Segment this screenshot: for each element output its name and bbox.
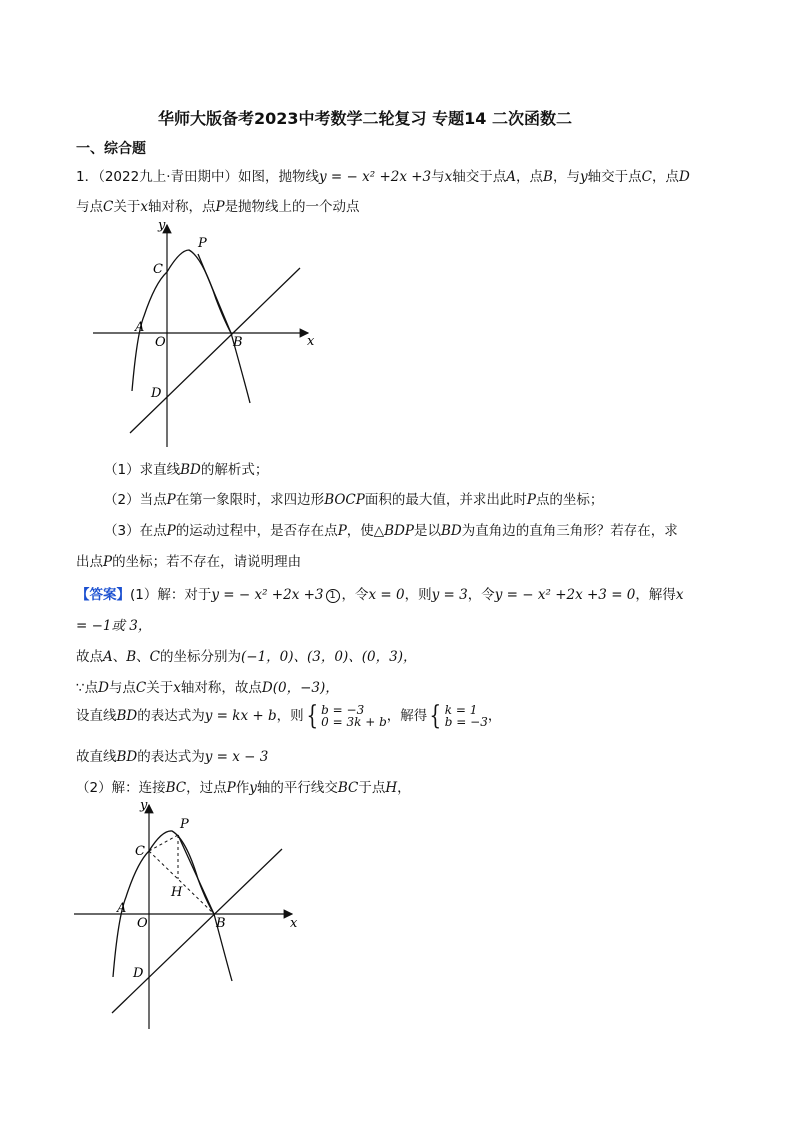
answer-text: 轴对称，故点 bbox=[180, 680, 262, 696]
math-var: C bbox=[103, 199, 114, 215]
question-text: 是抛物线上的一个动点 bbox=[224, 199, 360, 215]
question-text: ，点 bbox=[516, 169, 544, 185]
label-x: x bbox=[307, 334, 315, 349]
question-text: 如图，抛物线 bbox=[238, 169, 319, 185]
label-p: P bbox=[198, 236, 207, 251]
question-source: （2022九上·青田期中） bbox=[98, 169, 238, 185]
answer-text: ，则 bbox=[404, 587, 432, 603]
answer-line-7 bbox=[76, 776, 411, 796]
equation-system-2: { k = 1 b = −3 bbox=[429, 701, 488, 731]
answer-line-6 bbox=[76, 745, 268, 765]
math-expr: (−1，0)、(3，0)、(0，3)， bbox=[241, 649, 417, 665]
answer-line-1 bbox=[76, 583, 684, 603]
label-o: O bbox=[137, 916, 148, 931]
math-var: C bbox=[641, 169, 652, 185]
math-var: BD bbox=[180, 462, 201, 478]
system-row: 0 = 3k + b bbox=[321, 715, 387, 729]
question-text: 轴交于点 bbox=[452, 169, 507, 185]
part-text: 为直角边的直角三角形？若存在，求 bbox=[461, 523, 678, 539]
answer-line-4 bbox=[76, 676, 339, 696]
math-expr: x = 0 bbox=[368, 587, 405, 603]
label-d: D bbox=[133, 966, 144, 981]
answer-line-2 bbox=[76, 614, 151, 634]
answer-text: 故直线 bbox=[76, 749, 117, 765]
math-expr: x bbox=[675, 587, 684, 603]
parabola-curve bbox=[132, 250, 250, 403]
math-expr: y = − x² +2x +3 bbox=[211, 587, 324, 603]
label-y: y bbox=[158, 218, 166, 233]
system-row: k = 1 bbox=[444, 703, 478, 717]
answer-text: ， bbox=[397, 780, 411, 796]
math-var: B bbox=[543, 169, 553, 185]
math-var: P bbox=[166, 523, 176, 539]
math-var: x bbox=[444, 169, 453, 185]
math-expr: y = x − 3 bbox=[204, 749, 269, 765]
question-text: 关于 bbox=[113, 199, 141, 215]
answer-text: ∵点 bbox=[76, 680, 99, 696]
segment-cp-dashed bbox=[149, 835, 178, 851]
answer-text: ，解得 bbox=[386, 708, 428, 724]
math-var: C bbox=[149, 649, 161, 665]
segment-bc-dashed bbox=[149, 851, 214, 914]
math-expr: y = 3 bbox=[431, 587, 468, 603]
math-var: P bbox=[526, 492, 536, 508]
answer-text: 于点 bbox=[358, 780, 386, 796]
math-var: H bbox=[385, 780, 398, 796]
part-3-line-1 bbox=[104, 519, 678, 539]
answer-text: 、 bbox=[112, 649, 127, 665]
math-var: BC bbox=[337, 780, 359, 796]
section-title: 一、综合题 bbox=[76, 141, 146, 157]
math-var: P bbox=[103, 554, 113, 570]
label-a: A bbox=[117, 901, 127, 916]
math-var: D bbox=[98, 680, 109, 696]
question-text: 轴交于点 bbox=[587, 169, 642, 185]
label-b: B bbox=[216, 916, 226, 931]
math-var: y bbox=[249, 780, 257, 796]
line-bd bbox=[130, 268, 300, 433]
answer-line-5 bbox=[76, 701, 502, 731]
part-text: 的运动过程中，是否存在点 bbox=[175, 523, 338, 539]
math-var: y bbox=[579, 169, 588, 185]
part-text: 出点 bbox=[76, 554, 103, 570]
figure-2-parabola-graph bbox=[70, 797, 310, 1033]
answer-text: （2）解：连接 bbox=[76, 780, 166, 796]
math-var: BDP bbox=[384, 523, 414, 539]
math-var: P bbox=[166, 492, 176, 508]
circled-number: 1 bbox=[326, 589, 340, 603]
math-var: A bbox=[506, 169, 517, 185]
page-title: 华师大版备考2023中考数学二轮复习 专题14 二次函数二 bbox=[158, 109, 572, 128]
math-expr: y = kx + b bbox=[204, 708, 277, 724]
answer-text: ，则 bbox=[276, 708, 304, 724]
question-text: 与 bbox=[431, 169, 445, 185]
question-text: 与点 bbox=[76, 199, 103, 215]
answer-label: 【答案】 bbox=[76, 587, 130, 603]
answer-text: 的表达式为 bbox=[137, 708, 205, 724]
equation-system-1: { b = −3 0 = 3k + b bbox=[306, 701, 387, 731]
math-var: BOCP bbox=[324, 492, 365, 508]
math-var: BD bbox=[441, 523, 462, 539]
math-expr: y = − x² +2x +3 = 0 bbox=[494, 587, 636, 603]
math-var: x bbox=[140, 199, 148, 215]
label-y: y bbox=[140, 798, 148, 813]
segment-pb bbox=[178, 835, 214, 914]
part-text: 点的坐标； bbox=[535, 492, 604, 508]
part-text: ，使△ bbox=[346, 523, 385, 539]
math-var: A bbox=[103, 649, 113, 665]
math-var: BD bbox=[116, 749, 138, 765]
label-c: C bbox=[135, 844, 145, 859]
part-text: （1）求直线 bbox=[104, 462, 181, 478]
answer-text: ，令 bbox=[341, 587, 369, 603]
part-text: 的坐标；若不存在，请说明理由 bbox=[112, 554, 302, 570]
system-row: b = −3 bbox=[321, 703, 365, 717]
part-text: 的解析式； bbox=[200, 462, 269, 478]
label-d: D bbox=[151, 386, 162, 401]
math-var: BD bbox=[116, 708, 138, 724]
math-var: P bbox=[337, 523, 347, 539]
question-text: ，与 bbox=[552, 169, 580, 185]
answer-text: 设直线 bbox=[76, 708, 117, 724]
math-var: B bbox=[126, 649, 137, 665]
answer-text: 关于 bbox=[146, 680, 174, 696]
math-var: P bbox=[226, 780, 236, 796]
answer-text: 故点 bbox=[76, 649, 103, 665]
question-number: 1． bbox=[76, 169, 99, 185]
parabola-curve bbox=[113, 831, 232, 981]
part-1 bbox=[104, 458, 268, 478]
part-text: 在第一象限时，求四边形 bbox=[175, 492, 325, 508]
parabola-equation: y = − x² +2x +3 bbox=[319, 169, 432, 185]
label-h: H bbox=[171, 885, 183, 900]
answer-text: 的坐标分别为 bbox=[160, 649, 242, 665]
part-text: （2）当点 bbox=[104, 492, 167, 508]
math-var: C bbox=[135, 680, 147, 696]
answer-text: ，解得 bbox=[635, 587, 676, 603]
label-c: C bbox=[153, 262, 163, 277]
system-row: b = −3 bbox=[444, 715, 488, 729]
answer-text: 与点 bbox=[108, 680, 136, 696]
part-text: （3）在点 bbox=[104, 523, 167, 539]
question-line-1 bbox=[76, 165, 690, 185]
label-o: O bbox=[155, 335, 166, 350]
question-text: ，点 bbox=[651, 169, 679, 185]
math-var: P bbox=[215, 199, 225, 215]
answer-text: 的表达式为 bbox=[137, 749, 205, 765]
answer-text: ， bbox=[487, 708, 502, 724]
answer-text: 轴的平行线交 bbox=[256, 780, 338, 796]
math-expr: D(0，−3)， bbox=[261, 680, 339, 696]
math-var: x bbox=[173, 680, 181, 696]
label-x: x bbox=[290, 916, 298, 931]
label-p: P bbox=[180, 817, 189, 832]
figure-1-parabola-graph bbox=[90, 215, 330, 450]
segment-pb bbox=[198, 254, 231, 333]
question-text: 轴对称，点 bbox=[147, 199, 216, 215]
math-var: D bbox=[678, 169, 690, 185]
answer-text: ，令 bbox=[467, 587, 495, 603]
answer-text: ，过点 bbox=[186, 780, 227, 796]
answer-text: (1）解：对于 bbox=[130, 587, 212, 603]
question-line-2 bbox=[76, 195, 360, 215]
math-expr: = −1或 3， bbox=[76, 618, 152, 634]
part-text: 面积的最大值，并求出此时 bbox=[364, 492, 527, 508]
part-2 bbox=[104, 488, 603, 508]
answer-text: 作 bbox=[235, 780, 250, 796]
label-b: B bbox=[233, 335, 243, 350]
label-a: A bbox=[135, 320, 145, 335]
answer-line-3 bbox=[76, 645, 416, 665]
part-3-line-2 bbox=[76, 550, 301, 570]
part-text: 是以 bbox=[414, 523, 441, 539]
answer-text: 、 bbox=[136, 649, 150, 665]
math-var: BC bbox=[165, 780, 187, 796]
